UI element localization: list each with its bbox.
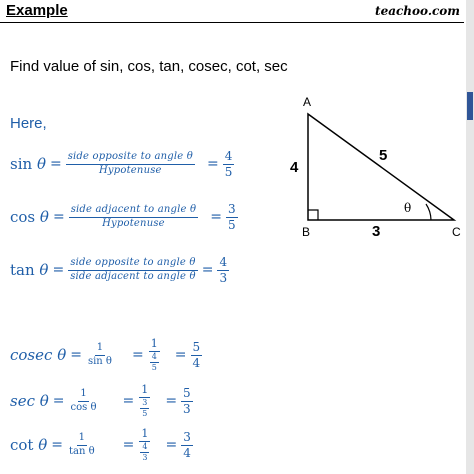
vertex-b-label: B <box>302 225 311 239</box>
cos-equation: cos θ = $\frac{\text{side adjacent to angle θ}}{\text{Hypotenuse}}$ = $\frac{3}{5}$ <box>10 202 236 232</box>
angle-theta-label: θ <box>404 201 412 215</box>
sec-value-fraction: $\frac{5}{3}$ <box>183 386 191 416</box>
sin-value-fraction: $\frac{4}{5}$ <box>224 149 233 179</box>
side-ab-length: 4 <box>290 159 299 176</box>
brand-logo: teachoo.com <box>375 4 460 18</box>
equals-sign: = <box>49 156 62 173</box>
angle-arc <box>426 204 431 220</box>
cot-value-fraction: $\frac{3}{4}$ <box>183 430 191 460</box>
sin-equation: sin θ = $\frac{\text{side opposite to angle θ}}{\text{Hypotenuse}}$ = $\frac{4}{5}$ <box>10 149 233 179</box>
scrollbar-track[interactable] <box>466 0 474 474</box>
scrollbar-thumb[interactable] <box>467 92 473 120</box>
cosec-value-fraction: $\frac{5}{4}$ <box>192 340 201 370</box>
vertex-c-label: C <box>452 225 461 239</box>
tan-lhs: tan θ <box>10 261 49 280</box>
sin-lhs: sin θ <box>10 155 46 174</box>
sin-definition-fraction: $\frac{\text{side opposite to angle θ}}{\text{Hypotenuse}}$ <box>67 151 193 176</box>
sec-reciprocal-fraction: $\frac{1}{\text{cos θ}}$ <box>70 388 97 413</box>
tan-equation: tan θ = $\frac{\text{side opposite to angle θ}}{\text{side adjacent to angle θ}}$ = $\frac{4}{3}$ <box>10 255 228 285</box>
tan-definition-fraction: $\frac{\text{side opposite to angle θ}}{\text{side adjacent to angle θ}}$ <box>70 257 196 282</box>
cosec-nested-fraction: $\frac{1}{\frac{4}{5}}$ <box>150 337 158 372</box>
here-label: Here, <box>10 115 47 132</box>
triangle-outline <box>308 114 454 220</box>
right-triangle-diagram <box>280 90 466 250</box>
sec-lhs: sec θ <box>10 392 49 411</box>
vertex-a-label: A <box>303 95 312 109</box>
tan-value-fraction: $\frac{4}{3}$ <box>219 255 228 285</box>
cot-lhs: cot θ <box>10 436 48 455</box>
side-ac-length: 5 <box>379 147 388 164</box>
question-text: Find value of sin, cos, tan, cosec, cot, sec <box>10 58 288 75</box>
cos-value-fraction: $\frac{3}{5}$ <box>227 202 236 232</box>
cosec-reciprocal-fraction: $\frac{1}{\text{sin θ}}$ <box>87 342 112 367</box>
cosec-lhs: cosec θ <box>10 346 67 365</box>
cot-reciprocal-fraction: $\frac{1}{\text{tan θ}}$ <box>69 432 95 457</box>
header-divider <box>0 22 464 23</box>
side-bc-length: 3 <box>372 223 381 240</box>
sec-nested-fraction: $\frac{1}{\frac{3}{5}}$ <box>141 383 149 418</box>
cos-definition-fraction: $\frac{\text{side adjacent to angle θ}}{\text{Hypotenuse}}$ <box>70 204 197 229</box>
right-angle-marker <box>308 210 318 220</box>
cot-nested-fraction: $\frac{1}{\frac{4}{3}}$ <box>141 427 149 462</box>
cosec-equation: cosec θ = $\frac{1}{\text{sin θ}}$ = $\frac{1}{\frac{4}{5}}$ = $\frac{5}{4}$ <box>10 337 201 372</box>
cos-lhs: cos θ <box>10 208 49 227</box>
sec-equation: sec θ = $\frac{1}{\text{cos θ}}$ = $\frac{1}{\frac{3}{5}}$ = $\frac{5}{3}$ <box>10 383 191 418</box>
page-title: Example <box>6 2 68 19</box>
cot-equation: cot θ = $\frac{1}{\text{tan θ}}$ = $\frac{1}{\frac{4}{3}}$ = $\frac{3}{4}$ <box>10 427 191 462</box>
